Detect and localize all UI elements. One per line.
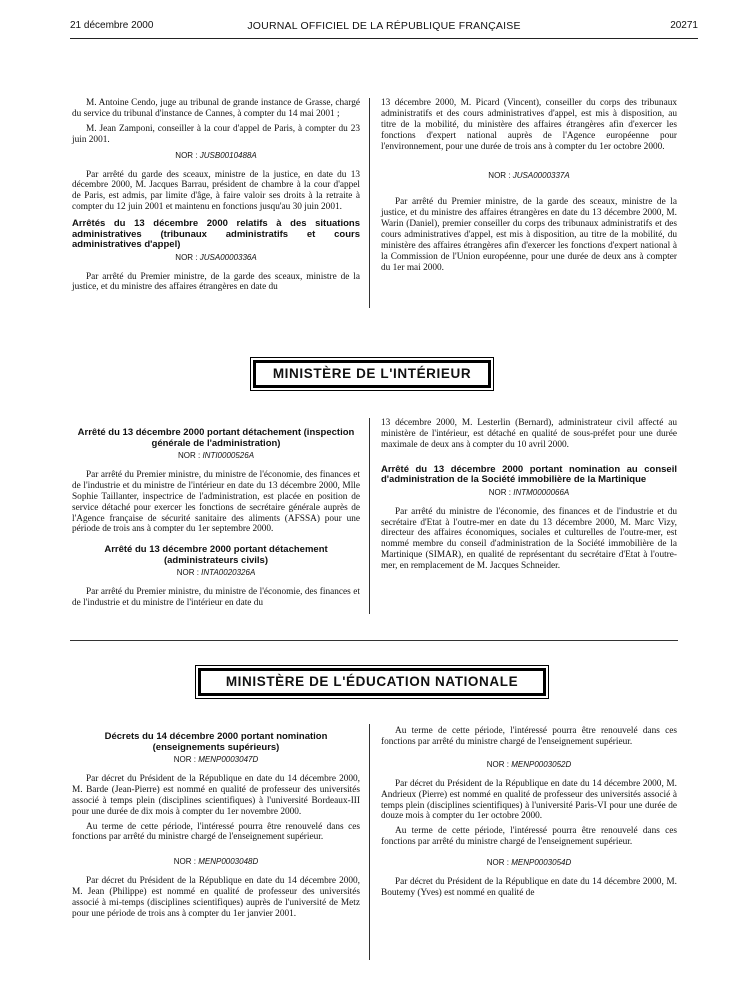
header-date: 21 décembre 2000 (70, 20, 154, 31)
section1-right-column (381, 98, 677, 278)
nor-reference: NOR : INTM0000066A (488, 487, 570, 497)
section3-right-column (381, 726, 677, 903)
nor-reference: NOR : MENP0003048D (173, 857, 259, 867)
section2-left-column (72, 422, 360, 613)
paragraph: M. Jean Zamponi, conseiller à la cour d'appel de Paris, à compter du 23 juin 2001. (72, 123, 360, 145)
nor-reference: NOR : MENP0003054D (486, 858, 572, 868)
paragraph: Par arrêté du Premier ministre, du ministre de l'économie, des finances et de l'industrie et du ministre de l'intérieur en date du (72, 587, 360, 609)
paragraph: Par arrêté du garde des sceaux, ministre de la justice, en date du 13 décembre 2000, M. Jacques Barrau, président de chambre à la cour d'appel de Paris, est admis, par limite d'âge, à faire valoir ses droits à la retraite à compter du 12 juin 2001 et maintenu en fonctions jusqu'au 30 juin 2001. (72, 169, 360, 213)
paragraph: Par arrêté du Premier ministre, de la garde des sceaux, ministre de la justice, et du ministre des affaires étrangères en date du 13 décembre 2000, M. Warin (Daniel), premier conseiller du corps des tribunaux administratifs et des cours administratives d'appel, est mis à disposition, au titre de la mobilité, du ministère des affaires étrangères afin d'exercer les fonctions d'expert national à la Commission de l'Union européenne, pour une durée de deux ans à compter du 1er mai 2000. (381, 197, 677, 273)
section-title: Décrets du 14 décembre 2000 portant nomination (enseignements supérieurs) (104, 731, 328, 753)
paragraph: Au terme de cette période, l'intéressé pourra être renouvelé dans ces fonctions par arrêté du ministre chargé de l'enseignement supérieur. (72, 821, 360, 843)
nor-reference: NOR : JUSA0000337A (488, 170, 570, 180)
section-title: Arrêtés du 13 décembre 2000 relatifs à des situations administratives (tribunaux administratifs et cours administratives d'appel) (72, 218, 360, 251)
ministry-heading-interieur: MINISTÈRE DE L'INTÉRIEUR (253, 360, 491, 388)
paragraph: Par décret du Président de la République en date du 14 décembre 2000, M. Jean (Philippe) est nommé en qualité de professeur des universités associé à mi-temps (disciplines scientifiques) auprès de l'université de Metz pour une période de trois ans à compter du 1er janvier 2001. (72, 876, 360, 919)
separator-rule (70, 640, 678, 641)
page-header (70, 20, 698, 39)
paragraph: 13 décembre 2000, M. Picard (Vincent), conseiller du corps des tribunaux administratifs et des cours administratives d'appel, est mis à disposition, au titre de la mobilité, du ministère des affaires étrangères afin d'exercer les fonctions d'expert national auprès de l'Agence européenne pour l'environnement, pour une durée de trois ans à compter du 1er octobre 2000. (381, 98, 677, 152)
nor-reference: NOR : INTI0000526A (177, 451, 255, 460)
paragraph: Par arrêté du ministre de l'économie, des finances et de l'industrie et du secrétaire d'Etat à l'outre-mer en date du 13 décembre 2000, M. Marc Vizy, directeur des affaires économiques, sociales et culturelles de l'outre-mer, est nommé membre du conseil d'administration de la Société immobilière de la Martinique (SIMAR), en qualité de représentant du secrétaire d'Etat à l'outre-mer, en remplacement de M. Jacques Schneider. (381, 506, 677, 572)
paragraph: 13 décembre 2000, M. Lesterlin (Bernard), administrateur civil affecté au ministère de l'intérieur, est détaché en qualité de sous-préfet pour une durée maximale de deux ans à compter du 10 avril 2000. (381, 418, 677, 450)
paragraph: Par décret du Président de la République en date du 14 décembre 2000, M. Andrieux (Pierre) est nommé en qualité de professeur des universités associé à temps plein (disciplines scientifiques) à l'université Paris-VI pour une durée de douze mois à compter du 1er octobre 2000. (381, 778, 677, 822)
paragraph: Au terme de cette période, l'intéressé pourra être renouvelé dans ces fonctions par arrêté du ministre chargé de l'enseignement supérieur. (381, 726, 677, 747)
page-number: 20271 (670, 20, 698, 31)
section1-left-column (72, 98, 360, 297)
column-divider (369, 724, 370, 960)
nor-reference: NOR : MENP0003047D (173, 755, 259, 764)
journal-title: JOURNAL OFFICIEL DE LA RÉPUBLIQUE FRANÇAISE (247, 20, 521, 32)
nor-reference: NOR : JUSA0000336A (175, 252, 257, 262)
column-divider (369, 418, 370, 614)
ministry-heading-education: MINISTÈRE DE L'ÉDUCATION NATIONALE (198, 668, 546, 696)
section-title: Arrêté du 13 décembre 2000 portant détachement (inspection générale de l'administration) (77, 427, 355, 449)
section3-left-column (72, 726, 360, 924)
section2-right-column (381, 418, 677, 576)
section-title: Arrêté du 13 décembre 2000 portant détachement (administrateurs civils) (104, 544, 328, 566)
paragraph: Par décret du Président de la République en date du 14 décembre 2000, M. Barde (Jean-Pierre) est nommé en qualité de professeur des universités associé à temps plein (disciplines scientifiques) à l'université Bordeaux-III pour une durée de dix mois à compter du 1er novembre 2000. (72, 773, 360, 817)
paragraph: Par arrêté du Premier ministre, de la garde des sceaux, ministre de la justice, et du ministre des affaires étrangères en date du (72, 271, 360, 293)
section-title: Arrêté du 13 décembre 2000 portant nomination au conseil d'administration de la Société immobilière de la Martinique (381, 463, 677, 486)
nor-reference: NOR : JUSB0010488A (175, 150, 257, 160)
nor-reference: NOR : INTA0020326A (176, 568, 256, 578)
column-divider (369, 98, 370, 308)
paragraph: Au terme de cette période, l'intéressé pourra être renouvelé dans ces fonctions par arrêté du ministre chargé de l'enseignement supérieur. (381, 826, 677, 848)
paragraph: M. Antoine Cendo, juge au tribunal de grande instance de Grasse, chargé du service du tribunal d'instance de Cannes, à compter du 14 mai 2001 ; (72, 98, 360, 119)
paragraph: Par décret du Président de la République en date du 14 décembre 2000, M. Boutemy (Yves) est nommé en qualité de (381, 877, 677, 898)
nor-reference: NOR : MENP0003052D (486, 759, 572, 769)
paragraph: Par arrêté du Premier ministre, du ministre de l'économie, des finances et de l'industrie et du ministre de l'intérieur en date du 13 décembre 2000, Mlle Sophie Taillanter, inspectrice de l'administration, est placée en position de service détaché pour exercer les fonctions de secrétaire générale auprès de l'Agence française de sécurité sanitaire des aliments (AFSSA) pour une période de trois ans à compter du 1er septembre 2000. (72, 469, 360, 535)
